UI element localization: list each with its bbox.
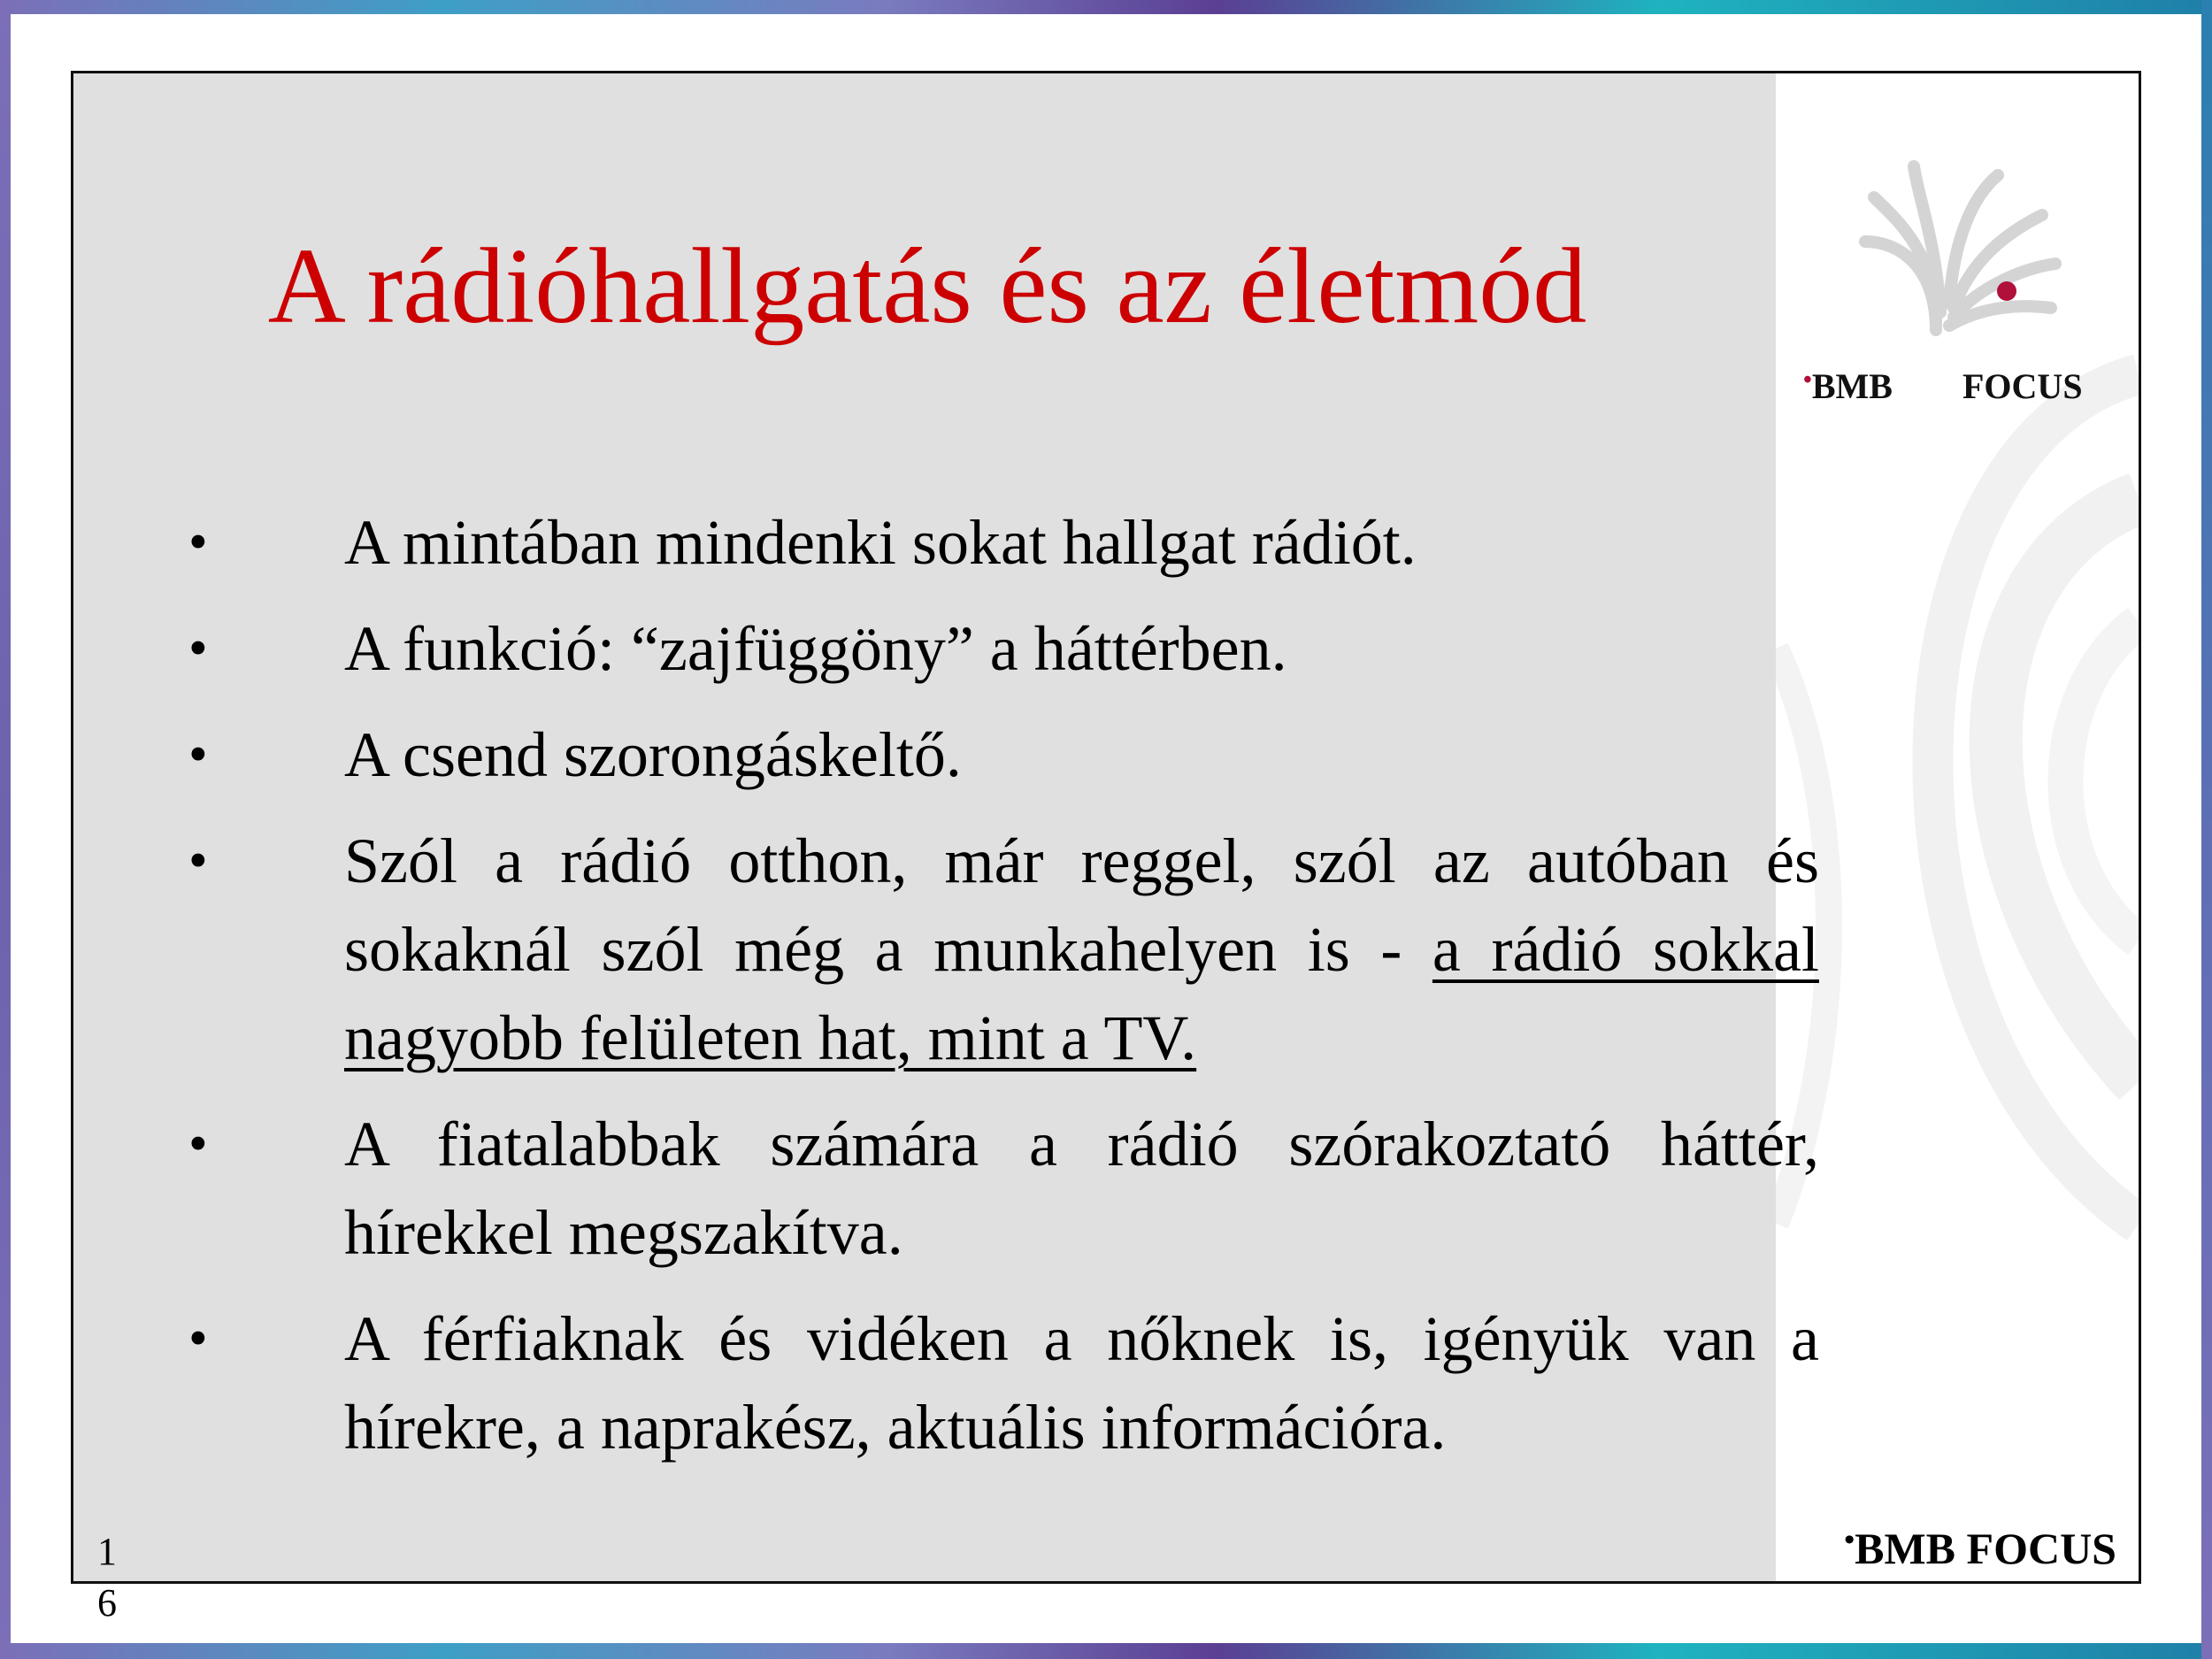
bullet-item: • A férfiaknak és vidéken a nőknek is, igényük van a hírekre, a naprakész, aktuális információra. [188,1294,1819,1471]
logo-dot-icon: • [1803,366,1812,394]
frame-right-border [2201,0,2212,1659]
bmb-focus-logo [1803,144,2104,406]
bullet-item: • A fiatalabbak számára a rádió szórakoztató háttér, hírekkel megszakítva. [188,1100,1819,1277]
slide-title: A rádióhallgatás és az életmód [267,227,1587,346]
logo-fan-icon [1803,144,2104,339]
logo-text-bmb [1803,365,1893,407]
page-number: 16 [97,1530,117,1624]
bullet-item: • A funkció: “zajfüggöny” a háttérben. [188,604,1819,693]
bullet-text: Szól a rádió otthon, már reggel, szól az autóban és sokaknál szól még a munkahelyen is - [344,826,1819,985]
footer-dot-icon: • [1844,1524,1855,1556]
logo-text-focus: FOCUS [1962,366,2083,406]
frame-bottom-border [0,1643,2212,1659]
frame-left-border [0,0,11,1659]
bullet-item: • A mintában mindenki sokat hallgat rádiót. [188,498,1819,587]
underlined-emphasis-text: a rádió sokkal nagyobb felületen hat, mint a TV. [344,914,1819,1073]
footer-brand-text: BMB FOCUS [1855,1524,2116,1573]
bullet-item: • A csend szorongáskeltő. [188,710,1819,799]
slide [71,71,2141,1584]
footer-brand [1844,1523,2116,1574]
frame-top-border [0,0,2212,14]
bullet-item [188,817,1819,1082]
logo-word-bmb: BMB [1811,366,1893,406]
bullet-list [188,498,1819,1489]
